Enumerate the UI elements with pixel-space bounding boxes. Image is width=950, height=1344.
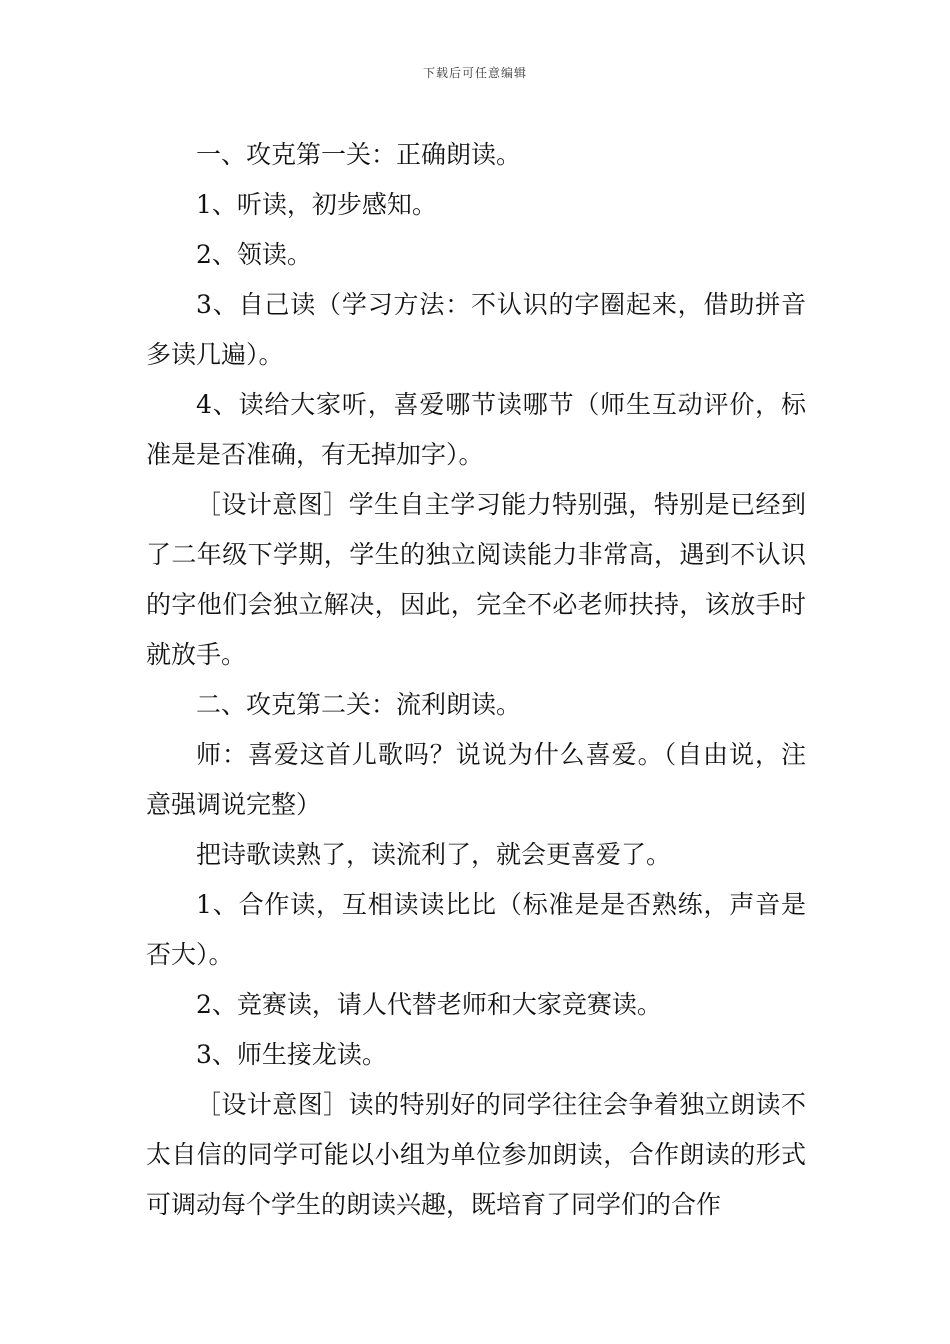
paragraph-step-1: 1、听读，初步感知。 — [196, 190, 437, 219]
paragraph-step-competition: 2、竞赛读，请人代替老师和大家竞赛读。 — [196, 990, 662, 1019]
paragraph-step-cooperative: 1、合作读，互相读读比比（标准是是否熟练，声音是否大）。 — [146, 890, 806, 969]
document-body — [146, 130, 806, 1230]
paragraph-teacher-question: 师：喜爱这首儿歌吗？说说为什么喜爱。（自由说，注意强调说完整） — [146, 740, 806, 819]
paragraph-transition: 把诗歌读熟了，读流利了，就会更喜爱了。 — [196, 840, 672, 869]
paragraph-step-2: 2、领读。 — [196, 240, 312, 269]
paragraph-section-2-title: 二、攻克第二关：流利朗读。 — [196, 690, 522, 719]
paragraph-step-relay: 3、师生接龙读。 — [196, 1040, 387, 1069]
paragraph-section-1-title: 一、攻克第一关：正确朗读。 — [196, 140, 522, 169]
paragraph-step-3: 3、自己读（学习方法：不认识的字圈起来，借助拼音多读几遍）。 — [146, 290, 806, 369]
paragraph-design-intent-1: ［设计意图］学生自主学习能力特别强，特别是已经到了二年级下学期，学生的独立阅读能力非常高，遇到不认识的字他们会独立解决，因此，完全不必老师扶持，该放手时就放手。 — [146, 490, 806, 669]
page-header-note: 下载后可任意编辑 — [422, 66, 527, 80]
paragraph-design-intent-2: ［设计意图］读的特别好的同学往往会争着独立朗读不太自信的同学可能以小组为单位参加朗读，合作朗读的形式可调动每个学生的朗读兴趣，既培育了同学们的合作 — [146, 1090, 806, 1219]
paragraph-step-4: 4、读给大家听，喜爱哪节读哪节（师生互动评价，标准是是否准确，有无掉加字）。 — [146, 390, 806, 469]
